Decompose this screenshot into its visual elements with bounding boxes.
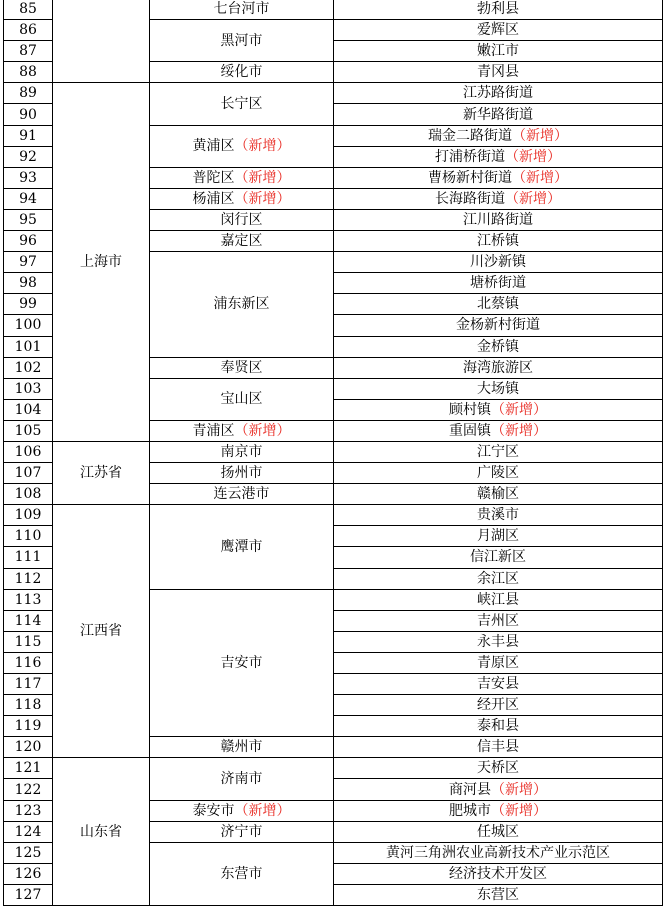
area-cell [334,589,663,610]
new-tag: （新增） [491,802,547,819]
city-name: 济南市 [220,770,263,787]
area-cell [334,188,663,209]
row-number: 92 [4,146,53,167]
city-cell [150,83,334,125]
row-number: 109 [4,505,53,526]
area-name: 新华路街道 [463,106,533,123]
area-name: 大场镇 [477,380,519,397]
row-number: 121 [4,758,53,779]
city-name: 黄浦区 [192,138,235,155]
table-row [4,758,663,779]
area-name: 江桥镇 [477,233,519,250]
province-cell [53,0,150,83]
area-name: 吉安县 [477,676,519,693]
area-name: 嫩江市 [477,43,519,60]
area-cell [334,231,663,252]
area-name: 曹杨新村街道 [428,169,512,186]
row-number: 111 [4,547,53,568]
area-name: 塘桥街道 [470,275,526,292]
area-name: 江苏路街道 [463,85,533,102]
new-tag: （新增） [234,190,291,207]
row-number: 104 [4,399,53,420]
area-name: 贵溪市 [477,507,519,524]
table-row [4,0,663,20]
row-number: 97 [4,252,53,273]
area-cell [334,420,663,441]
new-tag: （新增） [512,169,568,186]
city-name: 鹰潭市 [220,538,263,555]
city-name: 长宁区 [220,95,263,112]
row-number: 107 [4,463,53,484]
city-name: 黑河市 [220,32,263,49]
city-name: 泰安市 [192,802,235,819]
province-cell: 上海市 [53,83,150,442]
area-cell [334,463,663,484]
city-name: 奉贤区 [220,359,263,376]
table-row [4,83,663,104]
city-cell [150,800,334,821]
city-name: 宝山区 [220,391,263,408]
area-name: 广陵区 [477,465,519,482]
row-number: 110 [4,526,53,547]
area-name: 经开区 [477,697,519,714]
city-name: 杨浦区 [192,190,235,207]
row-number: 126 [4,863,53,884]
row-number: 124 [4,821,53,842]
area-name: 青原区 [477,654,519,671]
row-number: 120 [4,737,53,758]
city-cell [150,20,334,62]
new-tag: （新增） [512,127,568,144]
row-number: 102 [4,357,53,378]
area-cell [334,336,663,357]
area-cell [334,884,663,905]
province-cell: 江苏省 [53,441,150,504]
row-number: 112 [4,568,53,589]
new-tag: （新增） [234,422,291,439]
area-cell [334,146,663,167]
row-number: 95 [4,209,53,230]
table-row [4,441,663,462]
area-cell [334,273,663,294]
row-number: 86 [4,20,53,41]
row-number: 119 [4,716,53,737]
new-tag: （新增） [505,148,561,165]
row-number: 103 [4,378,53,399]
city-name: 嘉定区 [220,233,263,250]
new-tag: （新增） [234,138,291,155]
city-name: 赣州市 [220,739,263,756]
city-cell [150,420,334,441]
row-number: 122 [4,779,53,800]
area-cell [334,294,663,315]
area-cell [334,695,663,716]
area-cell [334,399,663,420]
area-name: 江宁区 [477,444,519,461]
area-cell [334,20,663,41]
area-name: 吉州区 [477,612,519,629]
row-number: 89 [4,83,53,104]
area-name: 天桥区 [477,760,519,777]
row-number: 87 [4,41,53,62]
area-name: 任城区 [477,823,519,840]
area-name: 肥城市 [449,802,491,819]
area-name: 北蔡镇 [477,296,519,313]
new-tag: （新增） [234,169,291,186]
area-cell [334,378,663,399]
area-name: 爱辉区 [477,22,519,39]
area-cell [334,568,663,589]
city-cell [150,378,334,420]
city-name: 浦东新区 [213,296,270,313]
area-cell [334,167,663,188]
city-cell [150,463,334,484]
area-name: 永丰县 [477,633,519,650]
row-number: 114 [4,610,53,631]
row-number: 88 [4,62,53,83]
area-name: 东营区 [477,886,519,903]
row-number: 118 [4,695,53,716]
area-cell [334,800,663,821]
city-cell [150,252,334,357]
area-name: 月湖区 [477,528,519,545]
area-name: 经济技术开发区 [449,865,547,882]
area-name: 信丰县 [477,739,519,756]
city-cell [150,758,334,800]
area-name: 打浦桥街道 [435,148,505,165]
row-number: 123 [4,800,53,821]
city-name: 绥化市 [220,64,263,81]
area-cell [334,125,663,146]
area-name: 重固镇 [449,422,491,439]
area-cell [334,484,663,505]
area-cell [334,652,663,673]
area-cell [334,104,663,125]
city-cell [150,484,334,505]
city-name: 七台河市 [213,1,270,18]
area-name: 信江新区 [470,549,526,566]
district-table [3,0,663,906]
area-cell [334,62,663,83]
row-number: 116 [4,652,53,673]
area-name: 川沙新镇 [470,254,526,271]
row-number: 106 [4,441,53,462]
row-number: 93 [4,167,53,188]
area-name: 泰和县 [477,718,519,735]
row-number: 105 [4,420,53,441]
table-row [4,505,663,526]
row-number: 91 [4,125,53,146]
area-cell [334,315,663,336]
city-name: 青浦区 [192,422,235,439]
city-cell [150,357,334,378]
city-cell [150,441,334,462]
row-number: 127 [4,884,53,905]
row-number: 115 [4,631,53,652]
area-cell [334,83,663,104]
row-number: 96 [4,231,53,252]
new-tag: （新增） [491,401,547,418]
area-cell [334,842,663,863]
area-cell [334,631,663,652]
row-number: 108 [4,484,53,505]
row-number: 99 [4,294,53,315]
area-name: 顾村镇 [449,401,491,418]
area-name: 余江区 [477,570,519,587]
city-name: 扬州市 [220,465,263,482]
city-cell [150,0,334,20]
area-name: 瑞金二路街道 [428,127,512,144]
area-name: 峡江县 [477,591,519,608]
area-cell [334,779,663,800]
row-number: 98 [4,273,53,294]
city-name: 普陀区 [192,169,235,186]
area-name: 商河县 [449,781,491,798]
city-cell [150,62,334,83]
area-cell [334,0,663,20]
city-cell [150,167,334,188]
new-tag: （新增） [491,781,547,798]
row-number: 125 [4,842,53,863]
area-cell [334,674,663,695]
area-name: 金杨新村街道 [456,317,540,334]
area-cell [334,505,663,526]
area-name: 江川路街道 [463,211,533,228]
row-number: 85 [4,0,53,20]
row-number: 113 [4,589,53,610]
province-cell: 江西省 [53,505,150,758]
area-cell [334,610,663,631]
city-cell [150,737,334,758]
area-cell [334,357,663,378]
area-cell [334,526,663,547]
area-cell [334,209,663,230]
city-cell [150,209,334,230]
area-cell [334,758,663,779]
area-cell [334,441,663,462]
row-number: 90 [4,104,53,125]
area-cell [334,863,663,884]
area-cell [334,716,663,737]
area-name: 勃利县 [477,1,519,18]
row-number: 101 [4,336,53,357]
row-number: 100 [4,315,53,336]
area-cell [334,547,663,568]
city-name: 济宁市 [220,823,263,840]
area-name: 海湾旅游区 [463,359,533,376]
area-name: 金桥镇 [477,338,519,355]
city-cell [150,125,334,167]
area-name: 黄河三角洲农业高新技术产业示范区 [386,844,610,861]
area-name: 青冈县 [477,64,519,81]
row-number: 94 [4,188,53,209]
city-cell [150,231,334,252]
city-name: 南京市 [220,444,263,461]
new-tag: （新增） [505,190,561,207]
area-name: 赣榆区 [477,486,519,503]
city-cell [150,188,334,209]
area-cell [334,821,663,842]
city-name: 闵行区 [220,211,263,228]
table-body [4,0,663,906]
city-cell [150,505,334,589]
city-name: 东营市 [220,865,263,882]
area-name: 长海路街道 [435,190,505,207]
city-cell [150,589,334,737]
area-cell [334,737,663,758]
area-cell [334,252,663,273]
new-tag: （新增） [234,802,291,819]
province-cell: 山东省 [53,758,150,906]
city-cell [150,842,334,905]
row-number: 117 [4,674,53,695]
new-tag: （新增） [491,422,547,439]
city-cell [150,821,334,842]
city-name: 吉安市 [220,654,263,671]
area-cell [334,41,663,62]
city-name: 连云港市 [213,486,270,503]
